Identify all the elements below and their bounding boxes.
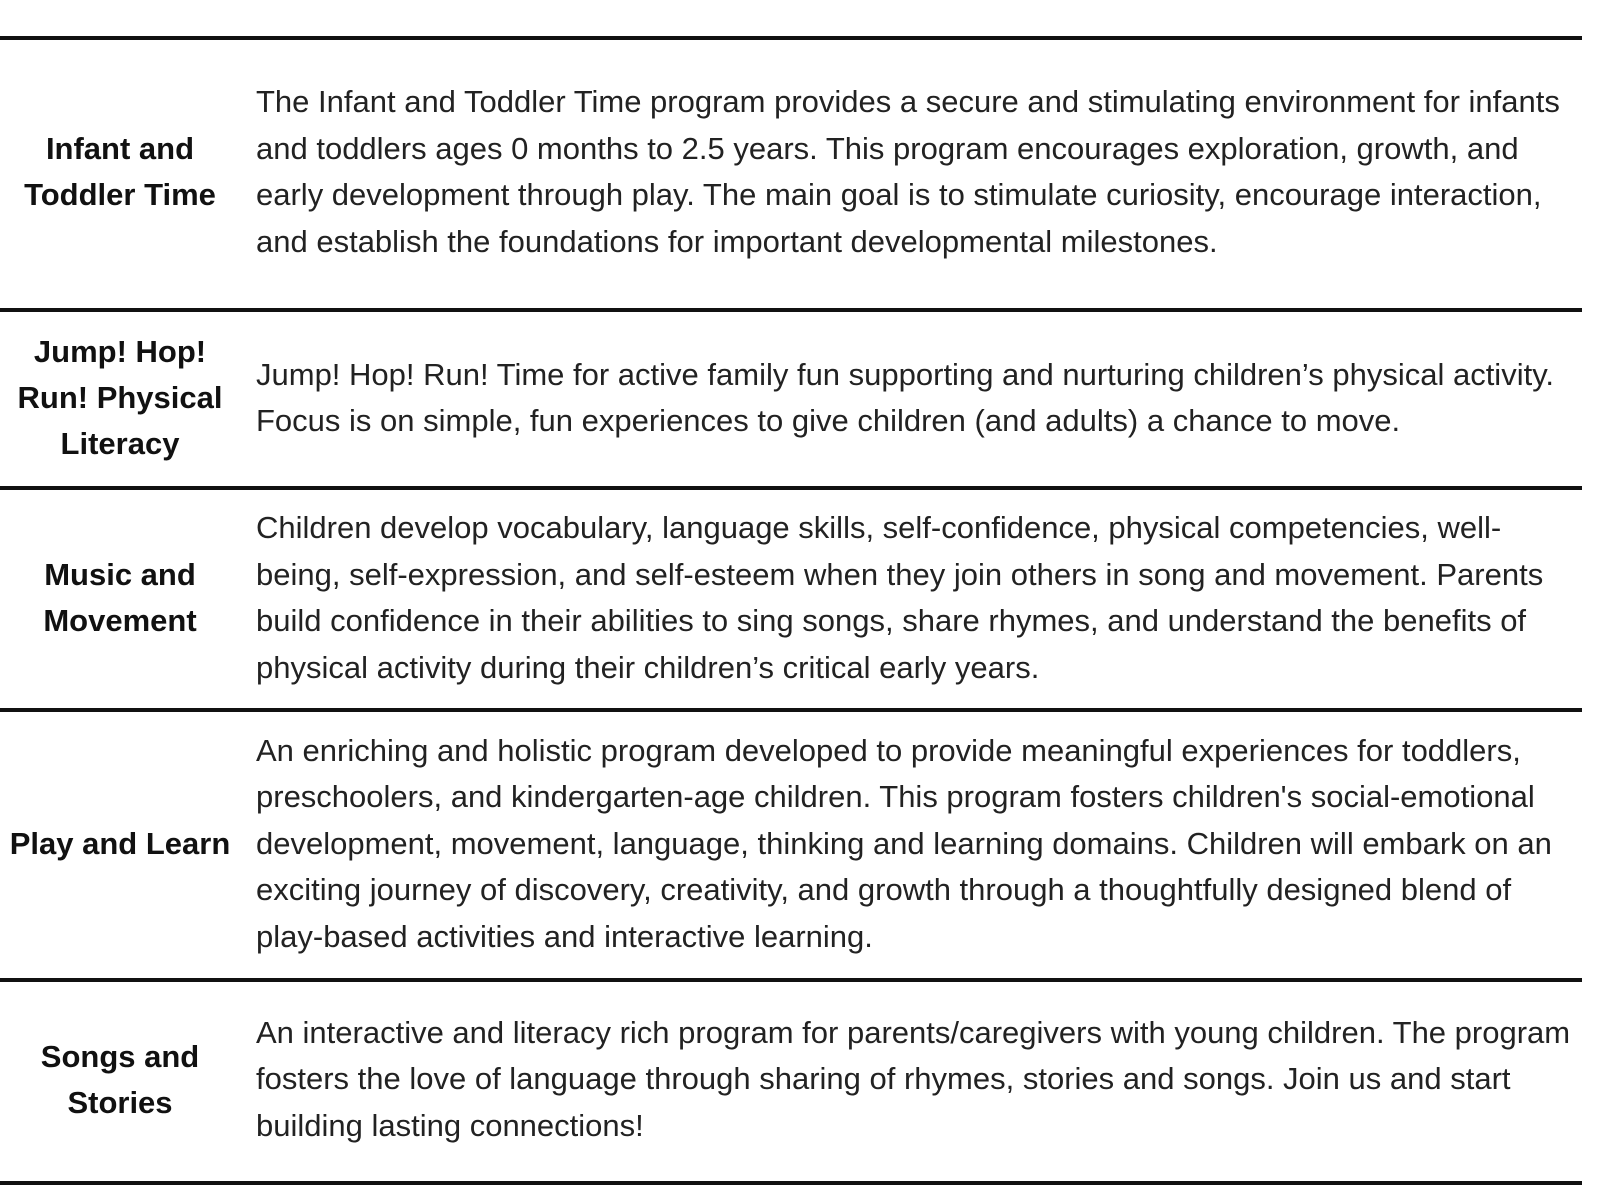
program-name: Infant and Toddler Time: [24, 131, 216, 212]
program-description: An enriching and holistic program developed to provide meaningful experiences for toddlers, preschoolers, and kindergarten-age children. This program fosters children's social-emotional development, movement, language, thinking and learning domains. Children will embark on an exciting journey of discovery, creativity, and growth through a thoughtfully designed blend of play-based activities and interactive learning.: [256, 732, 1552, 954]
table-row: [0, 982, 1582, 1185]
program-name: Play and Learn: [9, 826, 231, 861]
table-row: [0, 712, 1582, 982]
program-description: Children develop vocabulary, language skills, self-confidence, physical competencies, well-being, self-expression, and self-esteem when they join others in song and movement. Parents build confidence in their abilities to sing songs, share rhymes, and understand the benefits of physical activity during their children’s critical early years.: [256, 510, 1544, 685]
program-description: An interactive and literacy rich program for parents/caregivers with young children. The program fosters the love of language through sharing of rhymes, stories and songs. Join us and start building lasting connections!: [256, 1014, 1571, 1143]
program-name: Jump! Hop! Run! Physical Literacy: [17, 334, 223, 461]
program-description: Jump! Hop! Run! Time for active family fun supporting and nurturing children’s physical activity. Focus is on simple, fun experiences to give children (and adults) a chance to move.: [256, 356, 1555, 438]
table-row: [0, 312, 1582, 490]
table-row: [0, 490, 1582, 712]
program-name: Songs and Stories: [40, 1038, 200, 1120]
program-description: The Infant and Toddler Time program provides a secure and stimulating environment for infants and toddlers ages 0 months to 2.5 years. This program encourages exploration, growth, and early development through play. The main goal is to stimulate curiosity, encourage interaction, and establish the foundations for important developmental milestones.: [256, 84, 1560, 259]
table-row: [0, 40, 1582, 312]
program-name: Music and Movement: [43, 557, 197, 638]
program-table: [0, 36, 1582, 1185]
